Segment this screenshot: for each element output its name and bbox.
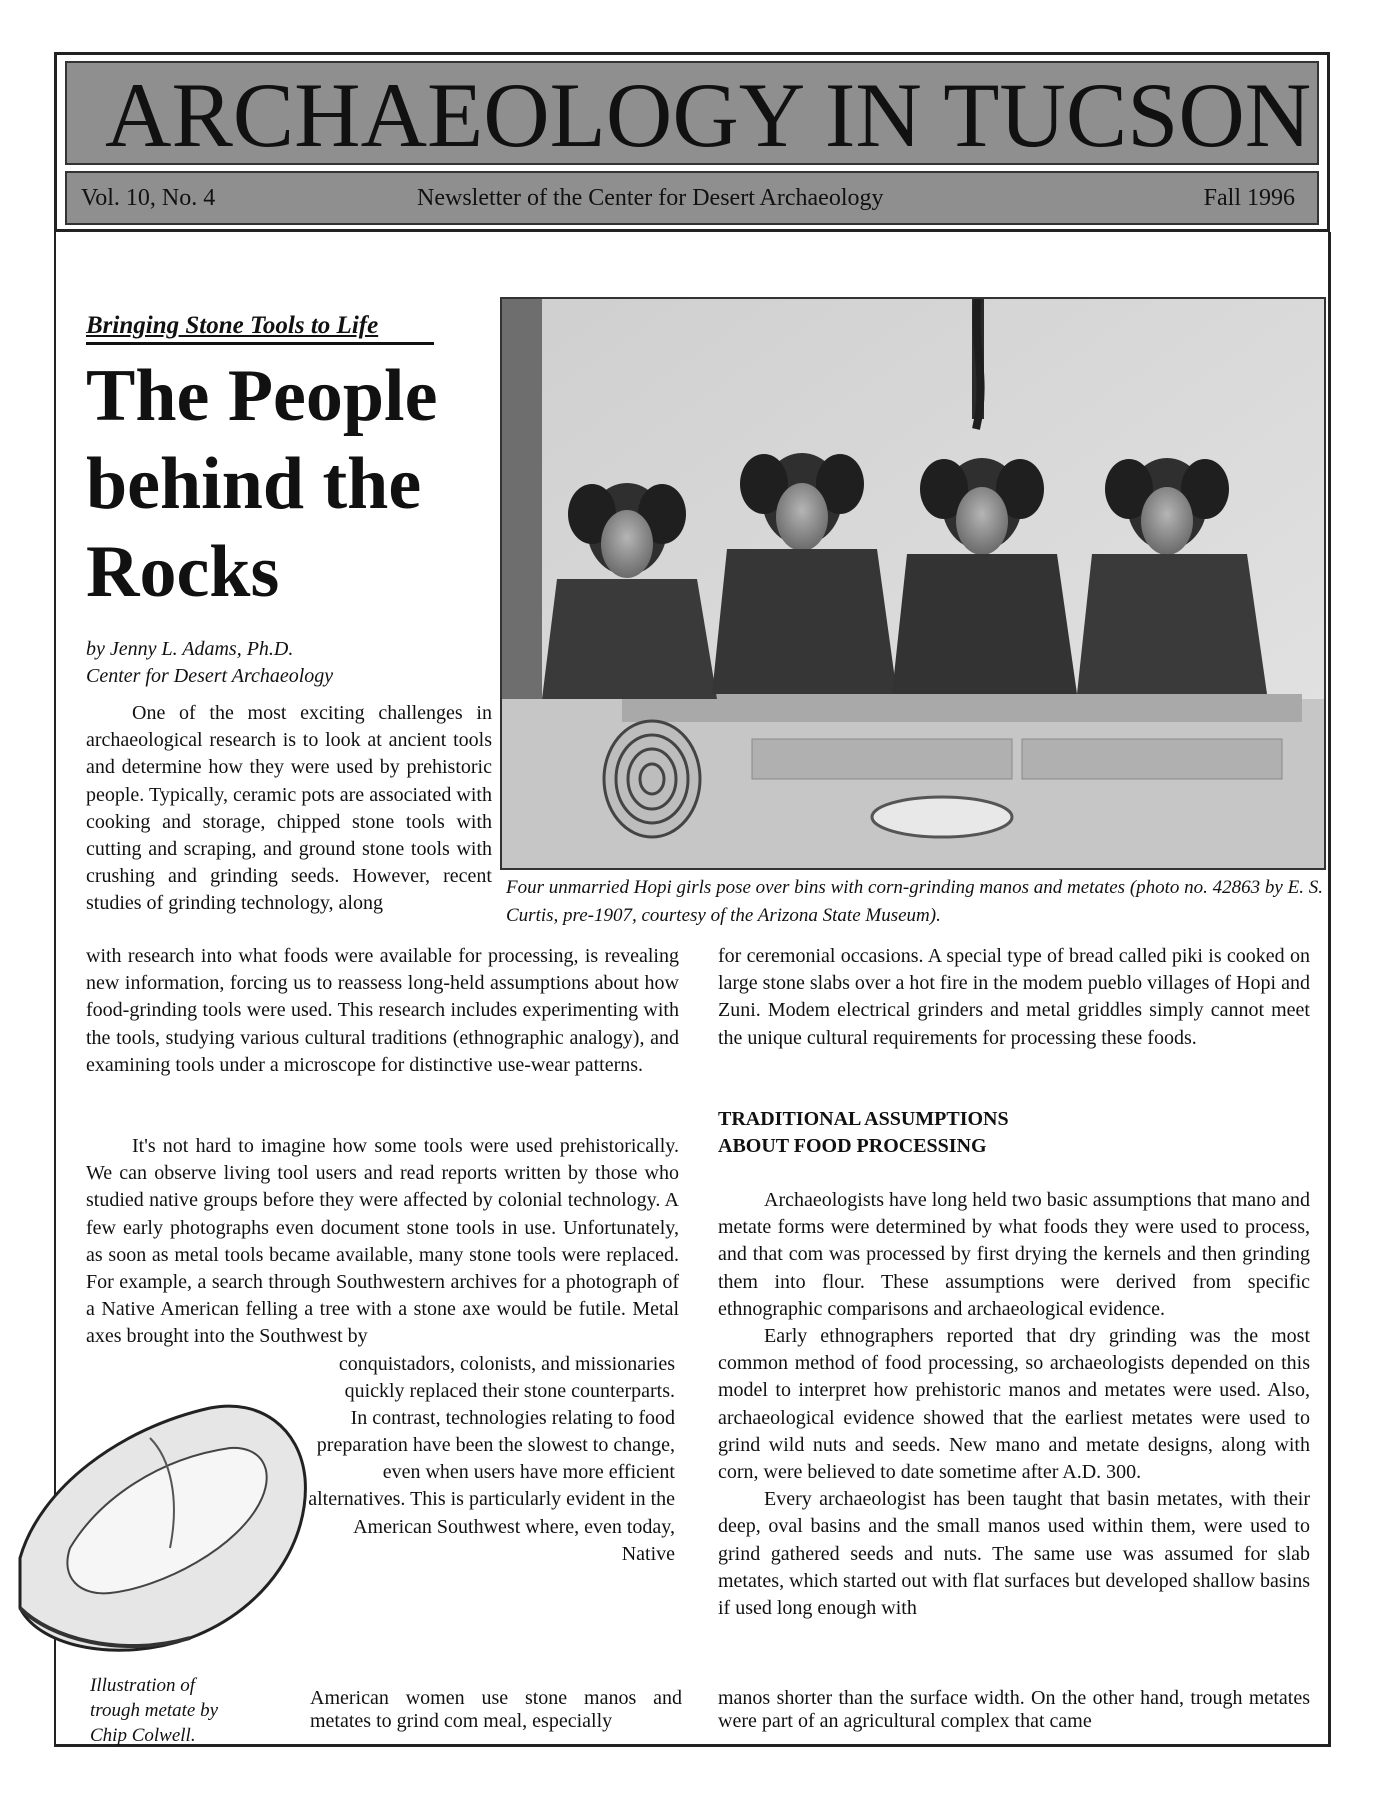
kicker-underline [86,342,434,345]
paragraph-1-part-1: One of the most exciting challenges in archaeological research is to look at ancient tools and determine how they were used by prehistoric people. Typically, ceramic pots are associated with cooking and storage, chipped stone tools with cutting and scraping, and ground stone tools with crushing and grinding seeds. However, recent studies of grinding technology, along [86,702,492,915]
masthead-info-bar [65,171,1319,225]
issue-season: Fall 1996 [1203,185,1295,211]
right-paragraph-4: Every archaeologist has been taught that basin metates, with their deep, oval basins and the small manos used within them, were used to grind gathered seeds and nuts. The same use was assumed for slab metates, which started out with flat surfaces but developed shallow basins if used long enough with [718,1488,1310,1620]
right-paragraph-1: for ceremonial occasions. A special type of bread called piki is cooked on large stone slabs over a hot fire in the modem pueblo villages of Hopi and Zuni. Modem electrical grinders and metal griddles simply cannot meet the unique cultural requirements for processing these foods. [718,945,1310,1049]
volume-number: Vol. 10, No. 4 [81,185,216,211]
photo-illustration [502,299,1324,868]
paragraph-3-wrap: In contrast, technologies relating to food preparation have been the slowest to change, even when users have more efficient alternatives. This is particularly evident in the American Southwest where, even today, Native [308,1407,675,1565]
masthead-title-bar [65,61,1319,165]
page-frame-right [1328,232,1331,1746]
masthead [54,52,1330,232]
illustration-caption: Illustration of trough metate by Chip Colwell. [90,1675,219,1746]
right-paragraph-2: Archaeologists have long held two basic assumptions that mano and metate forms were determined by what foods they were used to process, and that com was processed by first drying the kernels and then grinding them into flour. These assumptions were derived from specific ethnographic comparisons and archaeological evidence. [718,1189,1311,1320]
paragraph-2: It's not hard to imagine how some tools were used prehistorically. We can observe living tool users and read reports written by those who studied native groups before they were affected by colonial technology. A few early photographs even document stone tools in use. Unfortunately, as soon as metal tools became available, many stone tools were replaced. For example, a search through Southwestern archives for a photograph of a Native American felling a tree with a stone axe would be futile. Metal axes brought into the Southwest by [86,1135,679,1348]
right-paragraph-3: Early ethnographers reported that dry grinding was the most common method of food processing, so archaeologists depended on this model to interpret how prehistoric manos and metates were used. Also, archaeological evidence showed that the earliest metates were used to grind wild nuts and seeds. New mano and metate designs, along with corn, were believed to date sometime after A.D. 300. [718,1325,1310,1484]
hopi-grinding-photo [500,297,1326,870]
paragraph-1-part-2: with research into what foods were available for processing, is revealing new information, forcing us to reassess long-held assumptions about how food-grinding tools were used. This research includes experimenting with the tools, studying various cultural traditions (ethnographic analogy), and examining tools under a microscope for distinctive use-wear patterns. [86,945,679,1076]
byline-organization: Center for Desert Archaeology [86,665,334,687]
section-heading-line-1: TRADITIONAL ASSUMPTIONS [718,1108,1009,1130]
section-heading-line-2: ABOUT FOOD PROCESSING [718,1135,987,1157]
paragraph-2-wrap: conquistadors, colonists, and missionaries quickly replaced their stone counterparts. [338,1353,675,1403]
paragraph-3-bottom: American women use stone manos and metates to grind com meal, especially [310,1687,682,1732]
right-paragraph-bottom: manos shorter than the surface width. On the other hand, trough metates were part of an agricultural complex that came [718,1687,1310,1732]
illustration-wrap-text [300,1351,675,1568]
article-kicker: Bringing Stone Tools to Life [86,312,379,339]
photo-caption: Four unmarried Hopi girls pose over bins with corn-grinding manos and metates (photo no. 42863 by E. S. Curtis, pre-1907, courtesy of the Arizona State Museum). [506,877,1323,926]
newsletter-title: ARCHAEOLOGY IN TUCSON [105,64,1312,166]
trough-metate-illustration [0,1368,320,1668]
article-headline: The People behind the Rocks [86,355,438,613]
byline [86,636,333,690]
right-body [718,1187,1310,1622]
section-heading [718,1106,1009,1160]
newsletter-subtitle: Newsletter of the Center for Desert Archaeology [417,185,884,211]
byline-author: by Jenny L. Adams, Ph.D. [86,638,294,660]
page-frame-bottom [54,1744,1331,1747]
coiled-basket [604,721,700,837]
